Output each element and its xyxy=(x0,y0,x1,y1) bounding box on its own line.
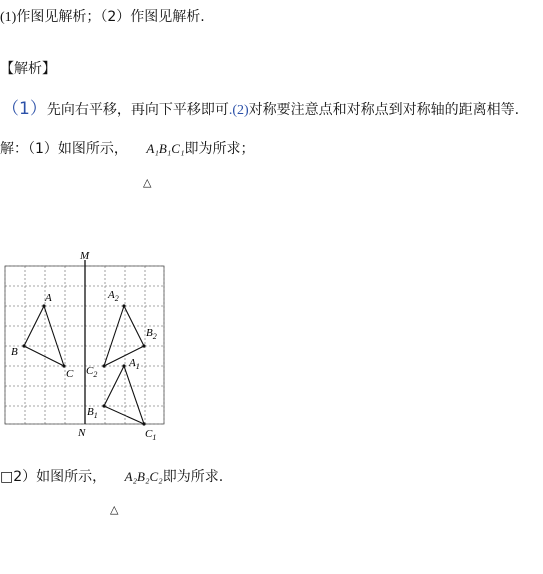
solution1-triangle-label: A₁B₁C₁ xyxy=(146,141,185,156)
label-N: N xyxy=(78,427,86,439)
point-B1 xyxy=(102,404,105,407)
label-B2: $B_2$ xyxy=(146,327,157,341)
triangle-marker-1: △ xyxy=(143,176,152,189)
label-B: B xyxy=(11,346,18,358)
hint-end: . xyxy=(514,102,520,118)
triangle-ABC xyxy=(24,306,64,366)
answer-part2-number: （2） xyxy=(100,9,131,25)
answer-line xyxy=(0,6,205,26)
solution2-lead: □2）如图所示， xyxy=(0,469,107,485)
point-A2 xyxy=(122,304,125,307)
triangle-marker-2: △ xyxy=(110,503,119,516)
point-A1 xyxy=(122,364,125,367)
answer-part1-number: (1) xyxy=(0,10,17,25)
label-C1: $C_1$ xyxy=(145,428,157,442)
hint-number-2: .(2) xyxy=(228,103,249,118)
hint-number-1: 1 xyxy=(19,99,30,119)
hint-text-1: 先向右平移，再向下平移即可 xyxy=(46,102,229,118)
answer-part2-text: 作图见解析. xyxy=(130,9,205,25)
label-A: A xyxy=(45,292,52,304)
solution-part1 xyxy=(0,138,255,158)
point-B xyxy=(22,344,25,347)
hint-line xyxy=(2,94,519,119)
triangle-A1B1C1 xyxy=(104,366,144,424)
answer-part1-text: 作图见解析； xyxy=(16,9,101,25)
grid-figure xyxy=(0,245,200,445)
solution-part2 xyxy=(0,466,223,486)
label-C2: $C_2$ xyxy=(86,365,98,379)
solution1-tail: 即为所求； xyxy=(184,141,255,157)
point-C1 xyxy=(142,422,145,425)
label-A2: $A_2$ xyxy=(108,289,119,303)
point-B2 xyxy=(142,344,145,347)
hint-close-paren: ） xyxy=(29,99,47,119)
label-A1: $A_1$ xyxy=(129,357,140,371)
label-C: C xyxy=(66,368,74,380)
analysis-heading: 【解析】 xyxy=(0,61,56,77)
label-B1: $B_1$ xyxy=(87,406,98,420)
point-C2 xyxy=(102,364,105,367)
solution2-tail: 即为所求. xyxy=(162,469,224,485)
label-M: M xyxy=(80,250,90,262)
triangle-A2B2C2 xyxy=(104,306,144,366)
point-A xyxy=(42,304,45,307)
hint-open-paren: （ xyxy=(2,99,19,119)
hint-text-2: 对称要注意点和对称点到对称轴的距离相等 xyxy=(248,102,515,118)
solution1-lead: 解：（1）如图所示， xyxy=(0,141,128,157)
solution2-triangle-label: A₂B₂C₂ xyxy=(124,469,163,484)
